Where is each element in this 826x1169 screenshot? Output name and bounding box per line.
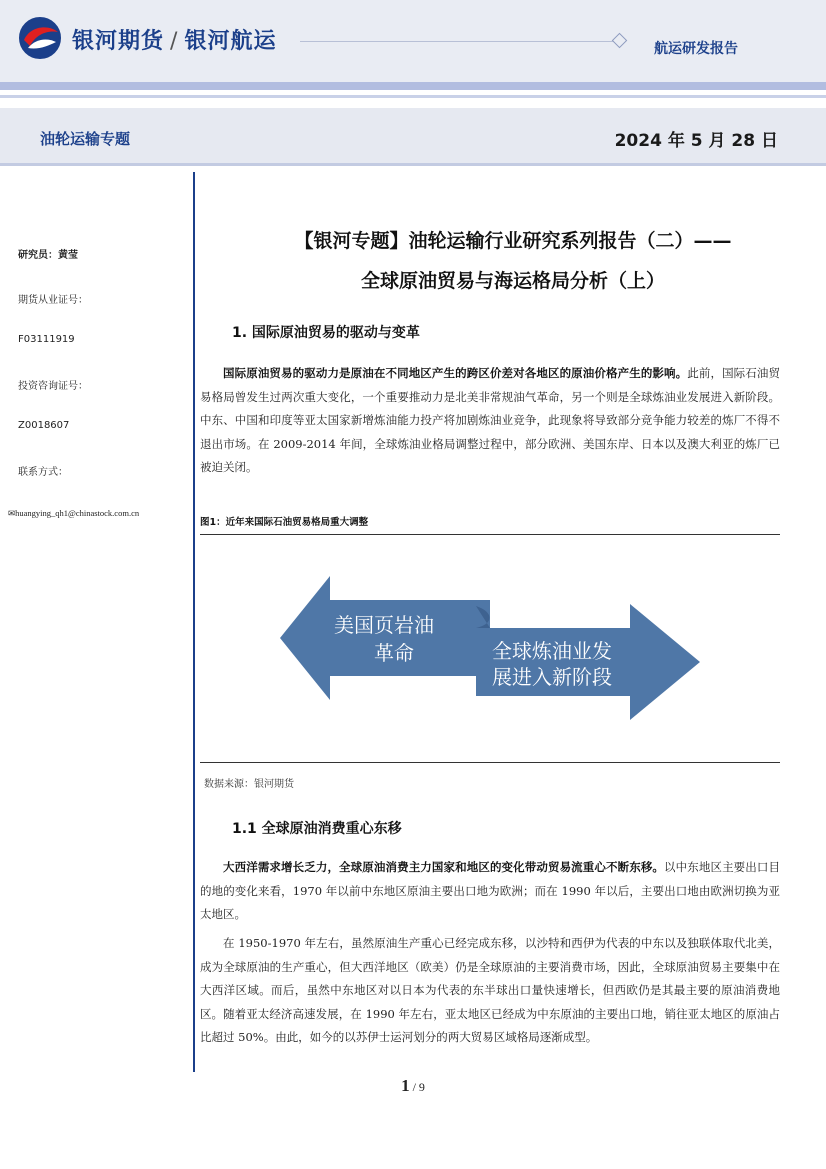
section-1-1-paragraph-2: 在 1950-1970 年左右，虽然原油生产重心已经完成东移，以沙特和西伊为代表的中东以及独联体取代北美，成为全球原油的生产重心，但大西洋地区（欧美）仍是全球原油的主要消费市场，因此，全球原油贸易主要集中在大西洋区域。而后，虽然中东地区对以日本为代表的东半球出口量快速增长，但西欧仍是其最主要的原油消费地区。随着亚太经济高速发展，在 1990 年左右，亚太地区已经成为中东原油的主要出口地，销往亚太地区的原油占比超过 50%。由此，如今的以苏伊士运河划分的两大贸易区域格局逐渐成型。 bbox=[200, 936, 780, 1044]
brand-name bbox=[72, 24, 276, 55]
futures-cert-label: 期货从业证号： bbox=[18, 295, 88, 306]
section-1-1-paragraph-1 bbox=[200, 856, 780, 927]
figure-1-diagram bbox=[280, 576, 700, 724]
section-1-body: 此前，国际石油贸易格局曾发生过两次重大变化，一个重要推动力是北美非常规油气革命，另一个则是全球炼油业发展进入新阶段。中东、中国和印度等亚太国家新增炼油能力投产将加剧炼油业竞争，此现象将导致部分竞争能力较差的炼厂不得不退出市场。在 2009-2014 年间，全球炼油业格局调整过程中，部分欧洲、美国东岸、日本以及澳大利亚的炼厂已被迫关闭。 bbox=[200, 366, 780, 474]
topic-bar bbox=[0, 108, 826, 166]
email-address: huangying_qh1@chinastock.com.cn bbox=[15, 508, 140, 518]
advisory-cert-number: Z0018607 bbox=[18, 420, 70, 431]
header-stripe bbox=[0, 82, 826, 90]
galaxy-futures-logo-icon bbox=[18, 16, 62, 60]
right-arrow-label-1: 全球炼油业发 bbox=[492, 639, 612, 663]
sidebar-divider bbox=[193, 172, 195, 1072]
topic-title: 油轮运输专题 bbox=[40, 130, 131, 148]
figure-top-rule bbox=[200, 534, 780, 535]
figure-bottom-rule bbox=[200, 762, 780, 763]
researcher-name: 研究员：黄莹 bbox=[18, 250, 78, 261]
left-arrow-shape bbox=[280, 576, 490, 700]
section-1-lead: 国际原油贸易的驱动力是原油在不同地区产生的跨区价差对各地区的原油价格产生的影响。 bbox=[223, 366, 688, 380]
section-1-heading: 1. 国际原油贸易的驱动与变革 bbox=[232, 325, 420, 341]
section-1-1-heading: 1.1 全球原油消费重心东移 bbox=[232, 821, 402, 837]
diamond-icon bbox=[612, 33, 628, 49]
page-separator: / bbox=[409, 1080, 419, 1094]
left-arrow-label-2: 革命 bbox=[374, 641, 414, 665]
section-1-paragraph bbox=[200, 362, 780, 480]
brand-slash: / bbox=[170, 29, 179, 54]
advisory-cert-label: 投资咨询证号： bbox=[18, 381, 88, 392]
right-arrow-label-2: 展进入新阶段 bbox=[492, 665, 612, 689]
figure-source: 数据来源：银河期货 bbox=[204, 779, 294, 790]
total-pages: 9 bbox=[418, 1080, 425, 1094]
page-header bbox=[0, 0, 826, 88]
brand-primary: 银河期货 bbox=[72, 29, 165, 54]
header-divider-line bbox=[300, 41, 616, 42]
left-arrow-label-1: 美国页岩油 bbox=[334, 613, 434, 637]
page-number bbox=[0, 1076, 826, 1096]
current-page: 1 bbox=[401, 1076, 410, 1095]
brand-secondary: 银河航运 bbox=[184, 29, 277, 54]
contact-email[interactable] bbox=[8, 508, 139, 519]
header-stripe-thin bbox=[0, 95, 826, 98]
section-1-1-lead: 大西洋需求增长乏力，全球原油消费主力国家和地区的变化带动贸易流重心不断东移。 bbox=[223, 860, 665, 874]
figure-1-caption: 图1：近年来国际石油贸易格局重大调整 bbox=[200, 517, 369, 528]
contact-label: 联系方式： bbox=[18, 467, 68, 478]
section-1-1-body-1: 以中东地区主要出口目的地的变化来看，1970 年以前中东地区原油主要出口地为欧洲；而在 1990 年以后，主要出口地由欧洲切换为亚太地区。 bbox=[200, 860, 781, 921]
report-type: 航运研发报告 bbox=[654, 41, 738, 57]
report-title-line1: 【银河专题】油轮运输行业研究系列报告（二）—— bbox=[294, 230, 732, 252]
futures-cert-number: F03111919 bbox=[18, 334, 75, 345]
report-title-line2: 全球原油贸易与海运格局分析（上） bbox=[360, 270, 665, 292]
mail-icon: ✉ bbox=[8, 508, 16, 518]
report-date: 2024 年 5 月 28 日 bbox=[614, 131, 778, 151]
